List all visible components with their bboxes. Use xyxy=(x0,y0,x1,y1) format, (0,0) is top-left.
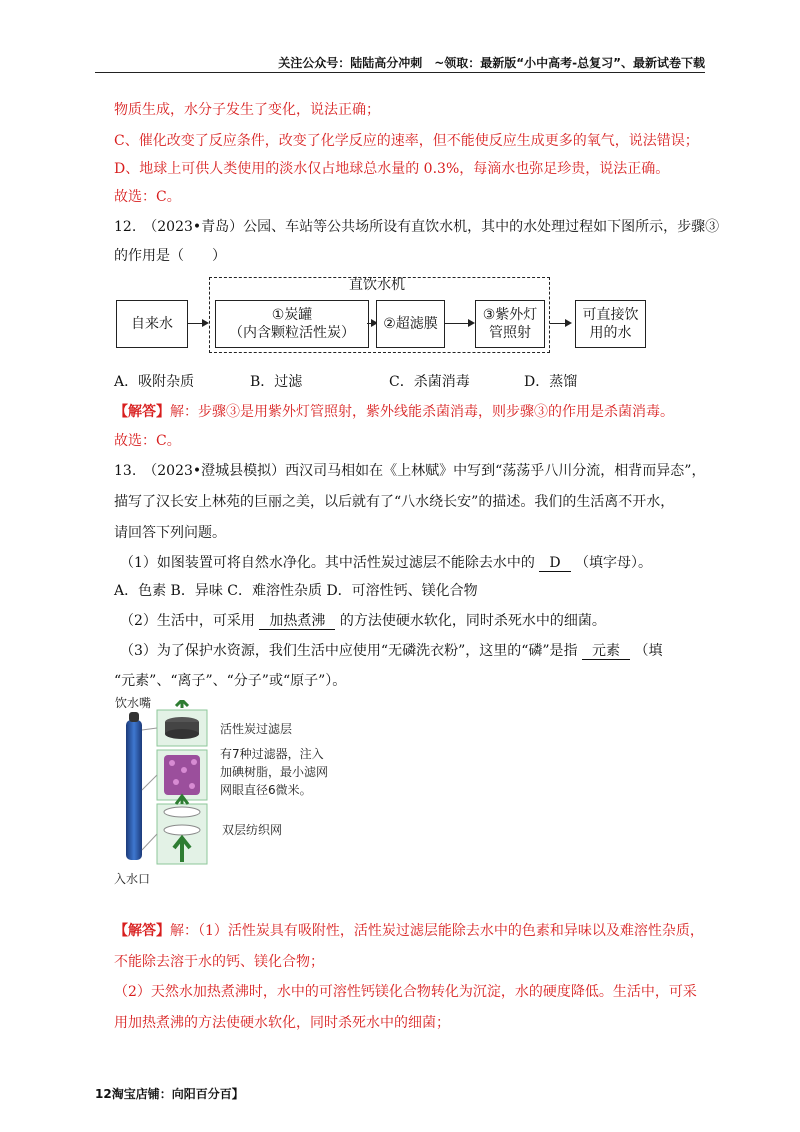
q12-stem-line-1: 12. （2023•青岛）公园、车站等公共场所设有直饮水机，其中的水处理过程如下图所示，步骤③ xyxy=(114,219,720,235)
step2-label: ②超滤膜 xyxy=(383,316,438,332)
arrow-2 xyxy=(367,323,376,324)
layer2-caption-line3: 网眼直径6微米。 xyxy=(220,783,312,797)
layer1-caption: 活性炭过滤层 xyxy=(220,722,293,736)
p3-text-after: （填 xyxy=(634,643,663,659)
mesh-disc-top xyxy=(164,807,200,817)
q13-answer-text-1: 解：（1）活性炭具有吸附性，活性炭过滤层能除去水中的色素和异味以及难溶性杂质， xyxy=(170,923,704,939)
prev-answer-choice: 故选：C。 xyxy=(114,189,181,205)
figure-bottom-label: 入水口 xyxy=(114,872,151,886)
diagram-source-box xyxy=(116,300,188,348)
p2-answer-blank: 加热煮沸 xyxy=(259,613,335,630)
answer-tag: 【解答】 xyxy=(114,404,170,420)
p2-text: （2）生活中，可采用 xyxy=(120,613,255,629)
step3-line1: ③紫外灯 xyxy=(482,307,538,323)
q12-answer xyxy=(114,401,674,421)
output-line2: 用的水 xyxy=(589,325,632,341)
p3-text: （3）为了保护水资源，我们生活中应使用“无磷洗衣粉”，这里的“磷”是指 xyxy=(120,643,578,659)
q13-answer-line-2: 不能除去溶于水的钙、镁化合物； xyxy=(114,954,324,970)
q12-option-d: D．蒸馏 xyxy=(524,374,578,390)
q13-stem-line-3: 请回答下列问题。 xyxy=(114,525,226,541)
mesh-disc-bottom xyxy=(164,825,200,835)
q13-part1 xyxy=(120,552,652,572)
q13-part3 xyxy=(120,640,662,660)
p1-answer-blank: D xyxy=(539,555,570,572)
p2-text-after: 的方法使硬水软化，同时杀死水中的细菌。 xyxy=(339,613,606,629)
q12-option-c: C．杀菌消毒 xyxy=(389,374,470,390)
diagram-title: 直饮水机 xyxy=(349,277,405,293)
arrow-4 xyxy=(550,323,570,324)
q13-part2 xyxy=(120,610,606,630)
step1-line2: （内含颗粒活性炭） xyxy=(229,325,355,341)
q13-answer-line-1 xyxy=(114,920,704,940)
p3-answer-blank: 元素 xyxy=(582,643,630,660)
q13-stem-line-2: 描写了汉长安上林苑的巨丽之美，以后就有了“八水绕长安”的描述。我们的生活离不开水， xyxy=(114,494,675,510)
layer3-caption: 双层纺织网 xyxy=(222,823,283,837)
step3-line2: 管照射 xyxy=(489,325,531,341)
q12-stem-line-2: 的作用是（ ） xyxy=(114,248,226,264)
q12-option-b: B．过滤 xyxy=(250,374,303,390)
q13-stem-line-1: 13. （2023•澄城县模拟）西汉司马相如在《上林赋》中写到“荡荡乎八川分流，相背而异态”， xyxy=(114,463,706,479)
q13-part1-options: A．色素 B．异味 C．难溶性杂质 D．可溶性钙、镁化合物 xyxy=(114,583,478,599)
figure-top-label: 饮水嘴 xyxy=(115,696,152,710)
arrow-1 xyxy=(188,323,207,324)
mouthpiece xyxy=(129,712,139,722)
layer2-caption-line2: 加碘树脂，最小滤网 xyxy=(220,765,329,779)
layer2-caption-line1: 有7种过滤器，注入 xyxy=(220,747,324,761)
step1-line1: ①炭罐 xyxy=(271,307,313,323)
p1-text: （1）如图装置可将自然水净化。其中活性炭过滤层不能除去水中的 xyxy=(120,555,535,571)
q12-answer-text: 解：步骤③是用紫外灯管照射，紫外线能杀菌消毒，则步骤③的作用是杀菌消毒。 xyxy=(170,404,674,420)
purifier-illustration xyxy=(112,700,222,875)
q12-option-a: A．吸附杂质 xyxy=(114,374,195,390)
q13-answer-line-4: 用加热煮沸的方法使硬水软化，同时杀死水中的细菌； xyxy=(114,1015,450,1031)
flow-arrow-top xyxy=(176,700,188,708)
q13-part3-line2: “元素”、“离子”、“分子”或“原子”）。 xyxy=(114,673,347,689)
diagram-step3-box xyxy=(475,300,545,348)
output-line1: 可直接饮 xyxy=(582,307,639,323)
prev-answer-line-2: C、催化改变了反应条件，改变了化学反应的速率，但不能使反应生成更多的氧气，说法错误； xyxy=(114,133,699,149)
prev-answer-line-1: 物质生成，水分子发生了变化，说法正确； xyxy=(114,102,380,118)
q12-choice: 故选：C。 xyxy=(114,433,181,449)
p1-text-after: （填字母）。 xyxy=(575,555,653,571)
page-footer: 12淘宝店铺：向阳百分百】 xyxy=(95,1087,244,1101)
arrow-3 xyxy=(445,323,473,324)
page-header: 关注公众号：陆陆高分冲刺 ~领取：最新版“小中高考-总复习”、最新试卷下载 xyxy=(278,56,705,70)
answer-tag: 【解答】 xyxy=(114,923,170,939)
diagram-output-box xyxy=(575,300,646,348)
diagram-step1-box xyxy=(215,300,369,348)
header-divider xyxy=(95,72,705,73)
q13-answer-line-3: （2）天然水加热煮沸时，水中的可溶性钙镁化合物转化为沉淀，水的硬度降低。生活中，可采 xyxy=(114,984,697,1000)
diagram-step2-box xyxy=(376,300,445,348)
purifier-tube xyxy=(126,720,142,860)
prev-answer-line-3: D、地球上可供人类使用的淡水仅占地球总水量的 0.3%，每滴水也弥足珍贵，说法正确。 xyxy=(114,161,670,177)
source-label: 自来水 xyxy=(131,316,173,332)
